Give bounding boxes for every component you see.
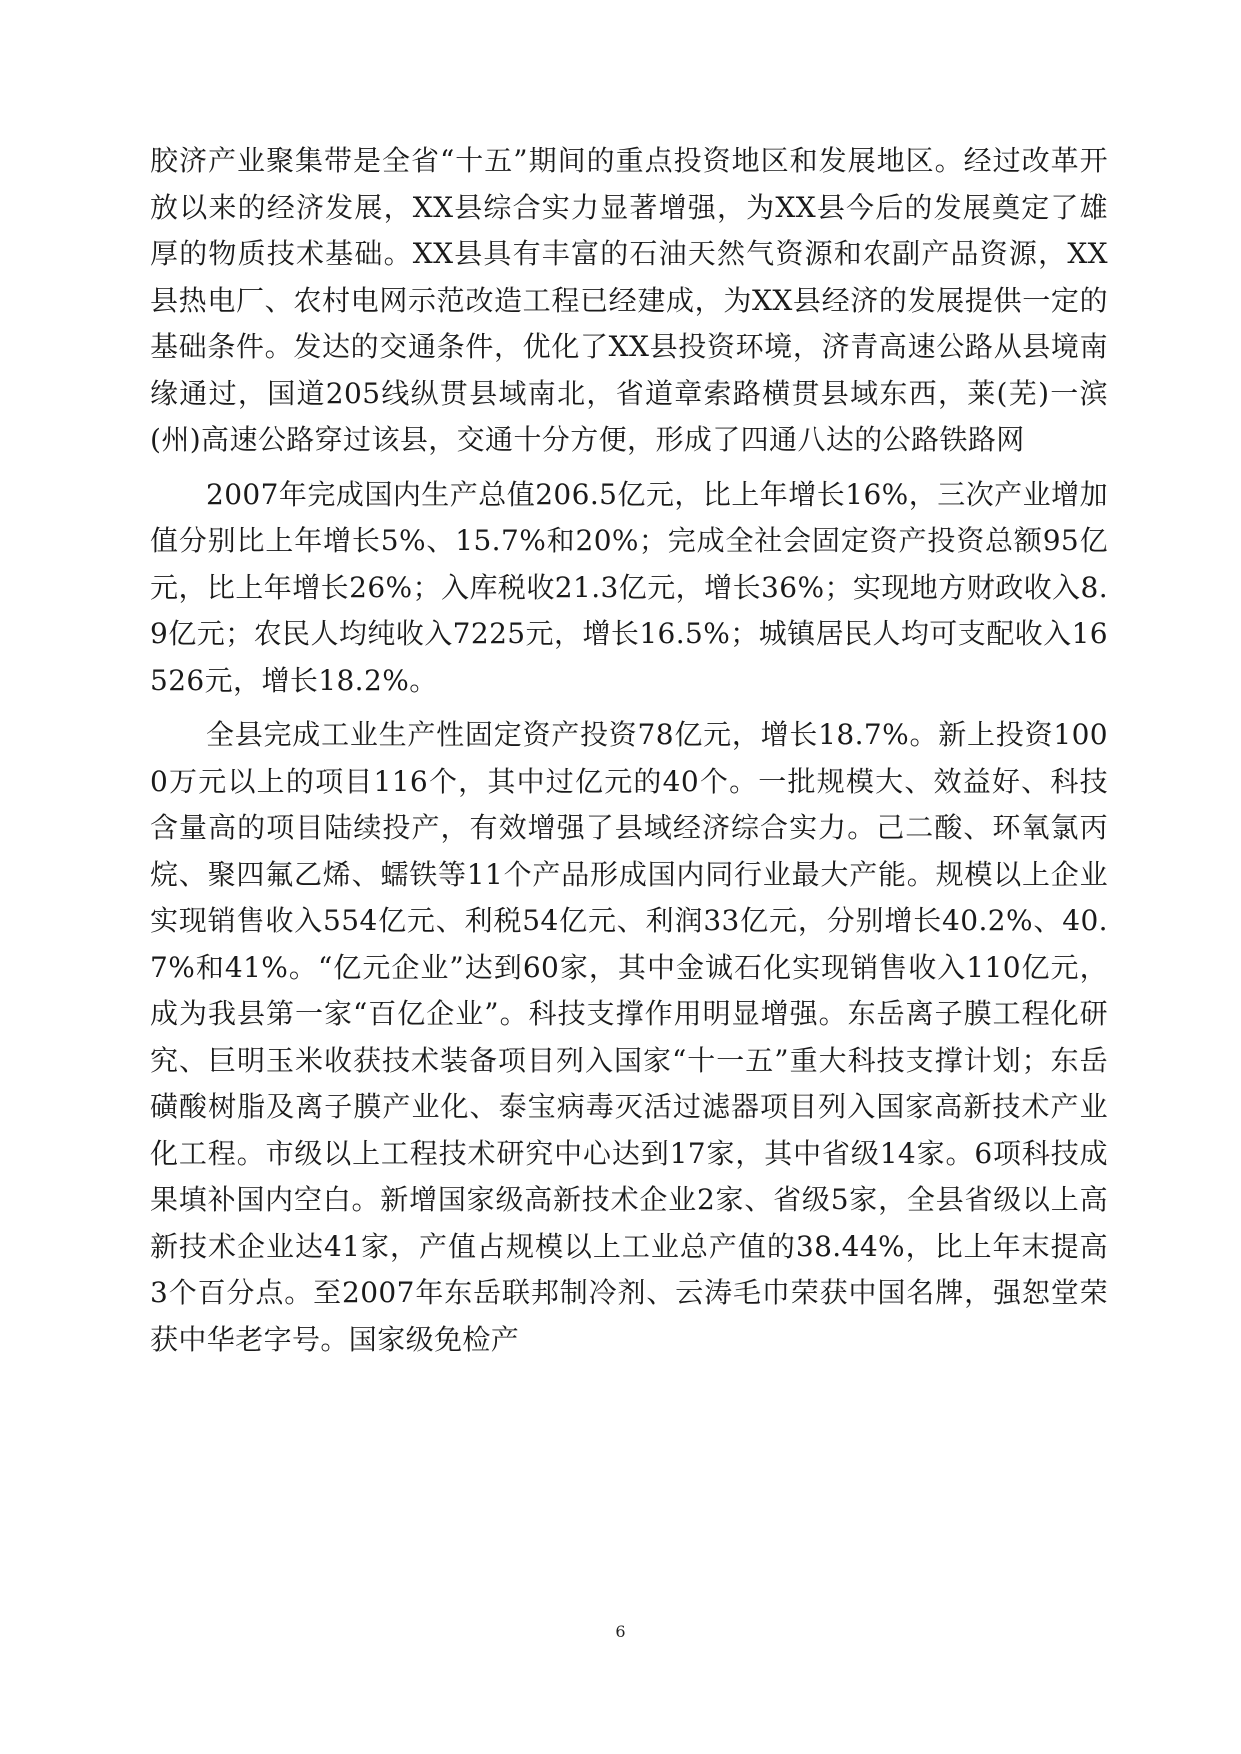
document-body <box>150 138 1108 1371</box>
paragraph-industry-investment: 全县完成工业生产性固定资产投资78亿元，增长18.7%。新上投资1000万元以上的项目116个，其中过亿元的40个。一批规模大、效益好、科技含量高的项目陆续投产，有效增强了县域经济综合实力。己二酸、环氧氯丙烷、聚四氟乙烯、蠕铁等11个产品形成国内同行业最大产能。规模以上企业实现销售收入554亿元、利税54亿元、利润33亿元，分别增长40.2%、40.7%和41%。“亿元企业”达到60家，其中金诚石化实现销售收入110亿元，成为我县第一家“百亿企业”。科技支撑作用明显增强。东岳离子膜工程化研究、巨明玉米收获技术装备项目列入国家“十一五”重大科技支撑计划；东岳磺酸树脂及离子膜产业化、泰宝病毒灭活过滤器项目列入国家高新技术产业化工程。市级以上工程技术研究中心达到17家，其中省级14家。6项科技成果填补国内空白。新增国家级高新技术企业2家、省级5家，全县省级以上高新技术企业达41家，产值占规模以上工业总产值的38.44%，比上年末提高3个百分点。至2007年东岳联邦制冷剂、云涛毛巾荣获中国名牌，强恕堂荣获中华老字号。国家级免检产 <box>150 718 1108 1356</box>
paragraph-continued: 胶济产业聚集带是全省“十五”期间的重点投资地区和发展地区。经过改革开放以来的经济发展，XX县综合实力显著增强，为XX县今后的发展奠定了雄厚的物质技术基础。XX县具有丰富的石油天然气资源和农副产品资源，XX县热电厂、农村电网示范改造工程已经建成，为XX县经济的发展提供一定的基础条件。发达的交通条件，优化了XX县投资环境，济青高速公路从县境南缘通过，国道205线纵贯县域南北，省道章索路横贯县域东西，莱(芜)一滨(州)高速公路穿过该县，交通十分方便，形成了四通八达的公路铁路网 <box>150 144 1108 456</box>
paragraph-economic-stats: 2007年完成国内生产总值206.5亿元，比上年增长16%，三次产业增加值分别比上年增长5%、15.7%和20%；完成全社会固定资产投资总额95亿元，比上年增长26%；入库税收21.3亿元，增长36%；实现地方财政收入8.9亿元；农民人均纯收入7225元，增长16.5%；城镇居民人均可支配收入16526元，增长18.2%。 <box>150 477 1108 697</box>
page-number: 6 <box>615 1622 626 1641</box>
